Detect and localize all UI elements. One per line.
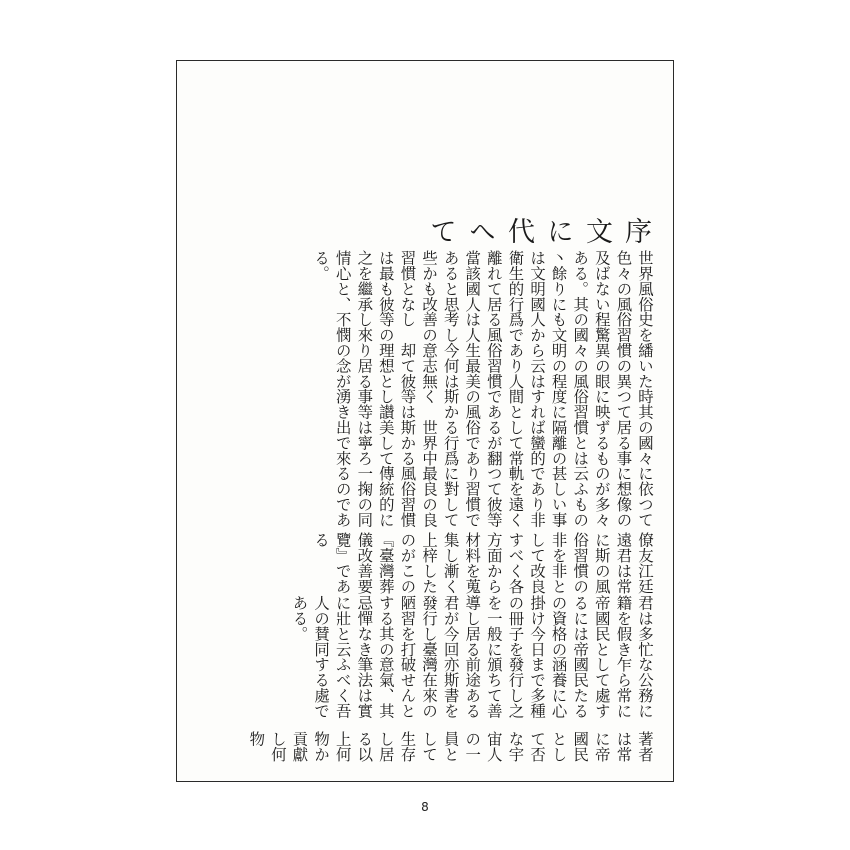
page-frame — [176, 60, 674, 782]
text-block — [245, 79, 655, 769]
page-number: 8 — [421, 800, 429, 814]
paragraph: 君は多忙な公務に籍を假き乍ら常に帝國民として處するには帝國民たるの資格の涵養に心掛け今日まで多種の冊子を發行し之を一般に頒ちて善導し居る前途ある君が今回亦斯書を發行し臺灣在來の陋習を打破せんとする其の意氣、其忌憚なき筆法は實に壯と云ふべく吾人の賛同する處である。 — [290, 594, 654, 719]
paragraph: 世界風俗史を繙いた時其の國々に依つて色々の風俗習慣の異つて居る事に想像の及ばない程驚異の眼に映ずるものが多々ある。其の國々の風俗習慣とは云ふもの丶餘りにも文明の程度に隔離の甚しい事は文明國人から云はすれば蠻的であり非衛生的行爲であり人間として常軌を遠く離れて居る風俗習慣であるが翻つて彼等當該國人は人生最美の風俗であり習慣であると思考し今何は斯かる行爲に對して些かも改善の意志無く 世界中最良の良習慣となし 却て彼等は斯かる風俗習慣は最も彼等の理想とし讃美して傳統的に之を繼承し來り居る事等は寧ろ一掬の同情心と、不憫の念が湧き出で來るのである。 — [312, 250, 654, 528]
page-title: 序文に代へて — [425, 217, 651, 250]
paragraph: 僚友江廷遠君は常に斯の風俗習慣の非を非として改良すべく各方面から材料を蒐集し漸く上梓したのがこの『臺灣葬儀改善要覽』である — [312, 531, 654, 594]
paragraph: 著者は常に帝國民として否な宇宙人の一員として生存し居る以上何物か貢獻し何物 — [247, 730, 654, 762]
